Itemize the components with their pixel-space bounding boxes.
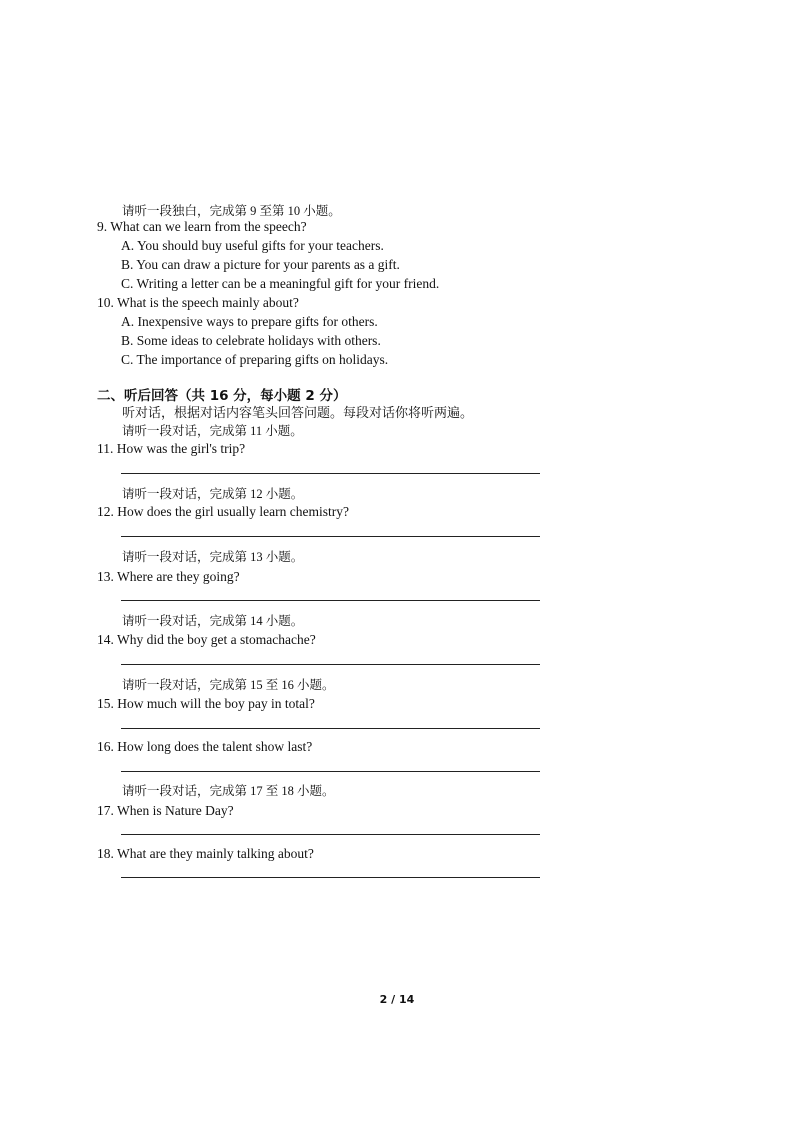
question-18: 18. What are they mainly talking about? (97, 846, 314, 861)
answer-line-14[interactable] (121, 664, 540, 665)
option-10b: B. Some ideas to celebrate holidays with others. (121, 333, 381, 348)
answer-line-12[interactable] (121, 536, 540, 537)
section-directions: 听对话，根据对话内容笔头回答问题。每段对话你将听两遍。 (122, 405, 474, 420)
answer-line-16[interactable] (121, 771, 540, 772)
option-9c: C. Writing a letter can be a meaningful gift for your friend. (121, 276, 440, 291)
answer-line-11[interactable] (121, 473, 540, 474)
option-9b: B. You can draw a picture for your parents as a gift. (121, 257, 400, 272)
answer-line-15[interactable] (121, 728, 540, 729)
instruction-14: 请听一段对话，完成第 14 小题。 (122, 614, 304, 628)
question-15: 15. How much will the boy pay in total? (97, 696, 315, 711)
question-9: 9. What can we learn from the speech? (97, 219, 307, 234)
question-17: 17. When is Nature Day? (97, 803, 234, 818)
instruction-9-10: 请听一段独白，完成第 9 至第 10 小题。 (122, 204, 341, 218)
question-13: 13. Where are they going? (97, 569, 240, 584)
question-12: 12. How does the girl usually learn chemistry? (97, 504, 349, 519)
question-16: 16. How long does the talent show last? (97, 739, 313, 754)
instruction-17-18: 请听一段对话，完成第 17 至 18 小题。 (122, 784, 335, 798)
question-11: 11. How was the girl's trip? (97, 441, 246, 456)
instruction-15-16: 请听一段对话，完成第 15 至 16 小题。 (122, 678, 335, 692)
answer-line-13[interactable] (121, 600, 540, 601)
question-14: 14. Why did the boy get a stomachache? (97, 632, 316, 647)
option-10a: A. Inexpensive ways to prepare gifts for others. (121, 314, 378, 329)
option-10c: C. The importance of preparing gifts on holidays. (121, 352, 389, 367)
answer-line-17[interactable] (121, 834, 540, 835)
instruction-13: 请听一段对话，完成第 13 小题。 (122, 550, 304, 564)
instruction-11: 请听一段对话，完成第 11 小题。 (122, 424, 303, 438)
option-9a: A. You should buy useful gifts for your teachers. (121, 238, 384, 253)
answer-line-18[interactable] (121, 877, 540, 878)
question-10: 10. What is the speech mainly about? (97, 295, 299, 310)
section-heading: 二、听后回答（共 16 分，每小题 2 分） (97, 388, 347, 404)
instruction-12: 请听一段对话，完成第 12 小题。 (122, 487, 304, 501)
page-number: 2 / 14 (379, 993, 415, 1006)
